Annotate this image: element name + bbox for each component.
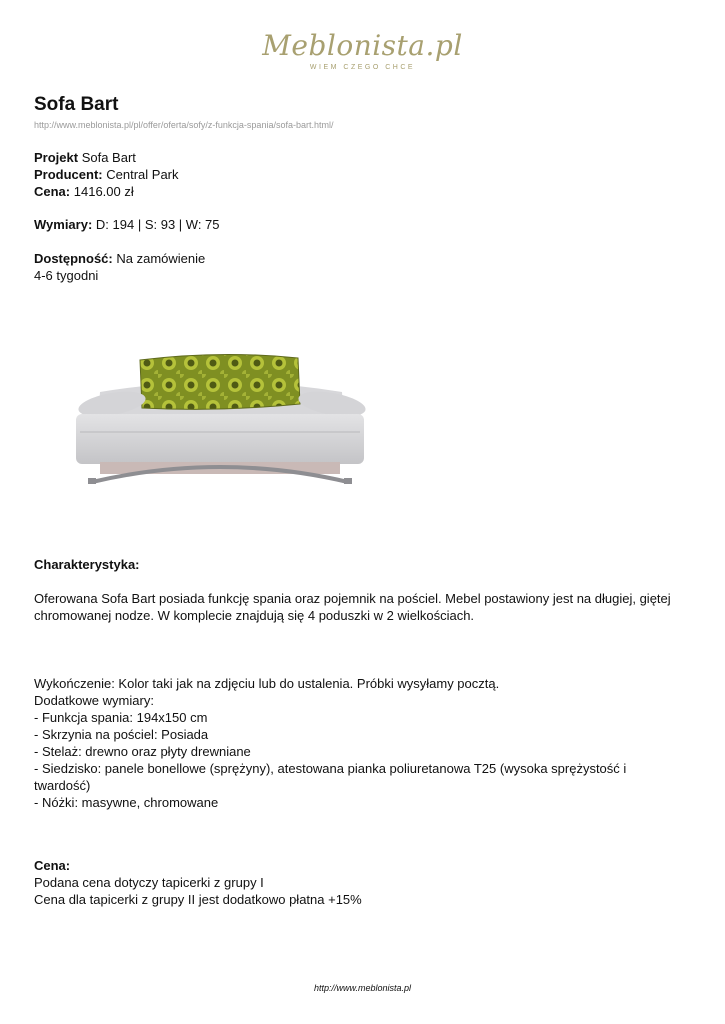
spec-line: - Nóżki: masywne, chromowane xyxy=(34,795,219,810)
projekt-value: Sofa Bart xyxy=(81,150,136,165)
sofa-product-image xyxy=(70,352,370,492)
cena-row xyxy=(34,183,179,200)
logo-tagline: WIEM CZEGO CHCE xyxy=(309,64,416,71)
spec-line: Wykończenie: Kolor taki jak na zdjęciu lub do ustalenia. Próbki wysyłamy pocztą. xyxy=(34,676,500,691)
spec-line: - Skrzynia na pościel: Posiada xyxy=(34,727,209,742)
cena-value: 1416.00 zł xyxy=(73,184,134,199)
price-heading: Cena: xyxy=(34,858,71,873)
spec-line: twardość) xyxy=(34,778,91,793)
price-section xyxy=(34,857,694,908)
page-title: Sofa Bart xyxy=(34,94,119,115)
site-logo xyxy=(0,30,725,71)
wymiary-label: Wymiary: xyxy=(34,217,93,232)
spec-line: - Siedzisko: panele bonellowe (sprężyny), atestowana pianka poliuretanowa T25 (wysoka sprężystość i xyxy=(34,761,627,776)
description-line: chromowanej nodze. W komplecie znajdują się 4 poduszki w 2 wielkościach. xyxy=(34,608,475,623)
dimensions xyxy=(34,216,220,233)
spec-line: - Funkcja spania: 194x150 cm xyxy=(34,710,208,725)
dostepnosc-label: Dostępność: xyxy=(34,251,113,266)
producent-row xyxy=(34,166,179,183)
delivery-time: 4-6 tygodni xyxy=(34,268,99,283)
availability xyxy=(34,250,205,284)
dostepnosc-value: Na zamówienie xyxy=(116,251,206,266)
wymiary-value: D: 194 | S: 93 | W: 75 xyxy=(95,217,220,232)
projekt-row xyxy=(34,149,179,166)
producent-value: Central Park xyxy=(106,167,179,182)
product-details xyxy=(34,149,179,200)
footer-url[interactable]: http://www.meblonista.pl xyxy=(313,983,412,993)
cena-label: Cena: xyxy=(34,184,71,199)
specifications xyxy=(34,675,694,811)
description-line: Oferowana Sofa Bart posiada funkcję spania oraz pojemnik na pościel. Mebel postawiony jest na długiej, giętej xyxy=(34,591,671,606)
projekt-label: Projekt xyxy=(34,150,79,165)
price-note: Podana cena dotyczy tapicerki z grupy I xyxy=(34,875,264,890)
producent-label: Producent: xyxy=(34,167,103,182)
price-note: Cena dla tapicerki z grupy II jest dodatkowo płatna +15% xyxy=(34,892,362,907)
product-url[interactable]: http://www.meblonista.pl/pl/offer/oferta/sofy/z-funkcja-spania/sofa-bart.html/ xyxy=(34,120,334,130)
logo-wordmark: Meblonista.pl xyxy=(262,29,463,62)
characteristics-heading: Charakterystyka: xyxy=(34,557,140,572)
characteristics-description xyxy=(34,590,694,624)
spec-line: - Stelaż: drewno oraz płyty drewniane xyxy=(34,744,251,759)
spec-line: Dodatkowe wymiary: xyxy=(34,693,154,708)
